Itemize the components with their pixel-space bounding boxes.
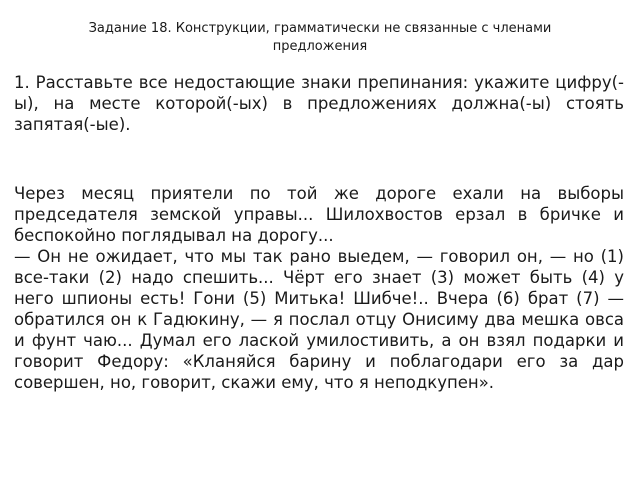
task-instruction: 1. Расставьте все недостающие знаки препинания: укажите цифру(-ы), на месте которой(-ых) в предложениях должна(-ы) стоять запятая(-ые). [14,73,624,134]
slide-title: Задание 18. Конструкции, грамматически не связанные с членами предложения [88,21,552,54]
passage-paragraph-1: Через месяц приятели по той же дороге ехали на выборы председателя земской управы... Шилохвостов ерзал в бричке и беспокойно поглядывал на дорогу... [14,184,624,245]
text-passage [14,183,624,393]
passage-paragraph-2: — Он не ожидает, что мы так рано выедем, — говорил он, — но (1) все-таки (2) надо спешить... Чёрт его знает (3) может быть (4) у него шпионы есть! Гони (5) Митька! Шибче!.. Вчера (6) брат (7) — обратился он к Гадюкину, — я послал отцу Онисиму два мешка овса и фунт чаю... Думал его лаской умилостивить, а он взял подарки и говорит Федору: «Кланяйся барину и поблагодари его за дар совершен, но, говорит, скажи ему, что я неподкупен». [14,247,624,392]
